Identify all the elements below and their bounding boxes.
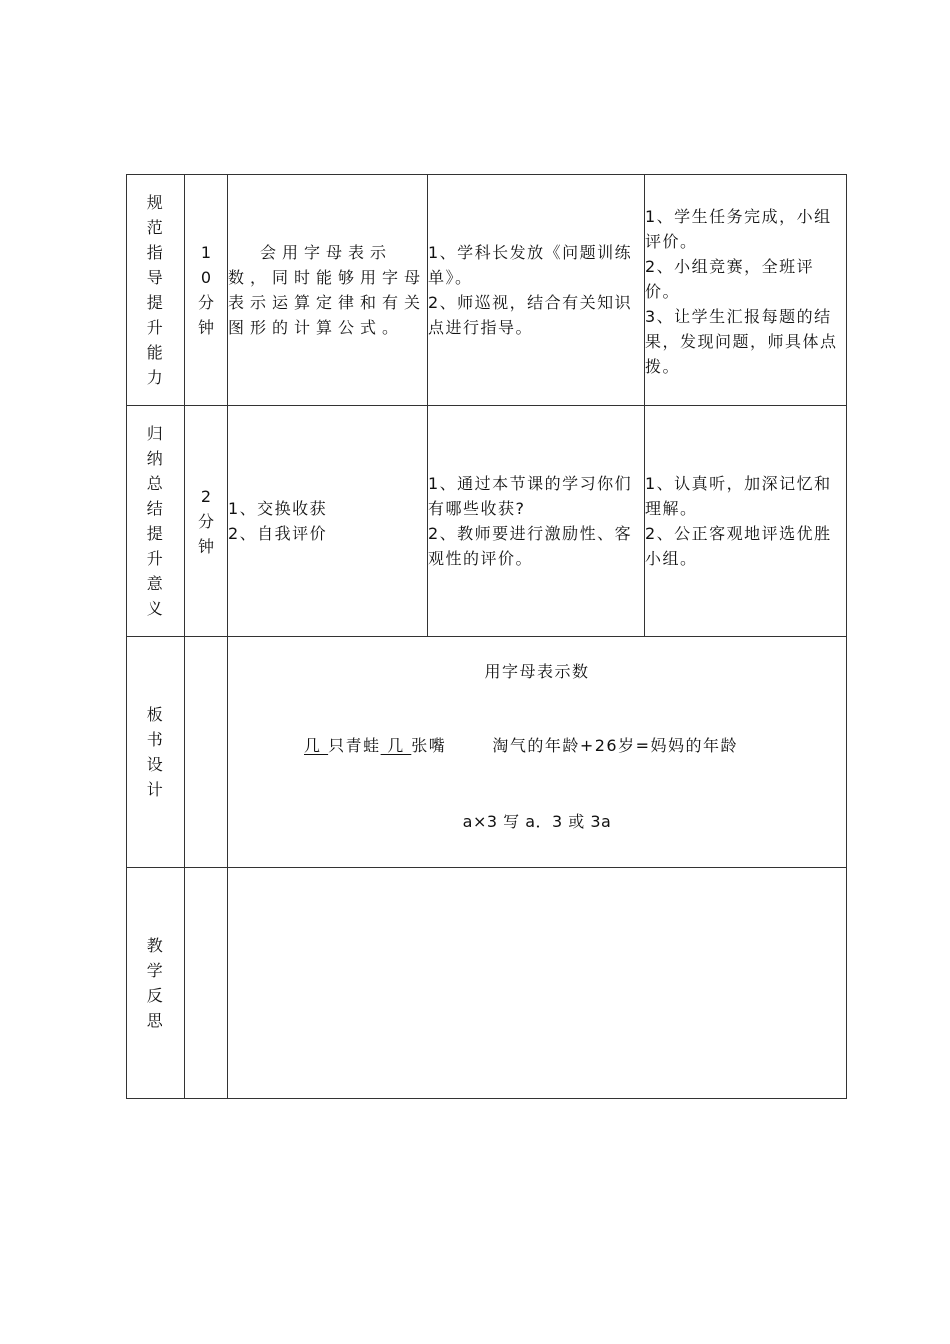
stage-cell [127, 637, 185, 868]
teacher-activity-cell [428, 406, 645, 637]
stage-label: 归纳总结提升意义 [146, 424, 165, 618]
teacher-activity-item: 2、师巡视，结合有关知识点进行指导。 [428, 293, 633, 337]
board-design [228, 637, 846, 867]
goal-item: 1、交换收获 [228, 499, 328, 518]
table-row [127, 406, 847, 637]
student-activity-cell [645, 175, 847, 406]
stage-cell [127, 175, 185, 406]
goal-cell [228, 175, 428, 406]
board-title: 用字母表示数 [484, 662, 590, 681]
board-notation: a×3 写 a．3 或 3a [462, 812, 612, 831]
reflection-cell [228, 868, 847, 1099]
time-label: 10分钟 [197, 243, 214, 337]
teacher-activity-item: 1、学科长发放《问题训练单》。 [428, 243, 633, 287]
student-activity-item: 3、让学生汇报每题的结果，发现问题，师具体点拨。 [645, 307, 838, 376]
board-formula: 淘气的年龄+26岁=妈妈的年龄 [492, 736, 738, 755]
table-row [127, 637, 847, 868]
teacher-activity-cell [428, 175, 645, 406]
teacher-activity-item: 2、教师要进行激励性、客观性的评价。 [428, 524, 633, 568]
time-cell-empty [185, 637, 228, 868]
blank-underline: 几 [380, 736, 412, 755]
goal-item: 2、自我评价 [228, 524, 328, 543]
student-activity-item: 2、公正客观地评选优胜小组。 [645, 524, 832, 568]
teacher-activity-item: 1、通过本节课的学习你们有哪些收获? [428, 474, 633, 518]
board-design-label: 板书设计 [146, 705, 165, 799]
stage-cell [127, 868, 185, 1099]
lesson-plan-table [126, 174, 847, 1099]
board-text: 张嘴 [411, 736, 447, 755]
student-activity-cell [645, 406, 847, 637]
time-cell-empty [185, 868, 228, 1099]
blank-underline: 几 [304, 736, 329, 755]
stage-cell [127, 406, 185, 637]
board-example-line [304, 733, 738, 758]
time-cell [185, 175, 228, 406]
student-activity-item: 2、小组竞赛，全班评价。 [645, 257, 815, 301]
table-row [127, 175, 847, 406]
board-text: 只青蛙 [328, 736, 381, 755]
student-activity-item: 1、认真听，加深记忆和理解。 [645, 474, 832, 518]
reflection-label: 教学反思 [146, 936, 165, 1030]
board-design-cell [228, 637, 847, 868]
goal-cell [228, 406, 428, 637]
goal-text: 会用字母表示数，同时能够用字母表示运算定律和有关图形的计算公式。 [228, 243, 427, 337]
time-cell [185, 406, 228, 637]
student-activity-item: 1、学生任务完成，小组评价。 [645, 207, 832, 251]
time-label: 2分钟 [197, 486, 214, 556]
stage-label: 规范指导提升能力 [146, 193, 165, 387]
table-row [127, 868, 847, 1099]
